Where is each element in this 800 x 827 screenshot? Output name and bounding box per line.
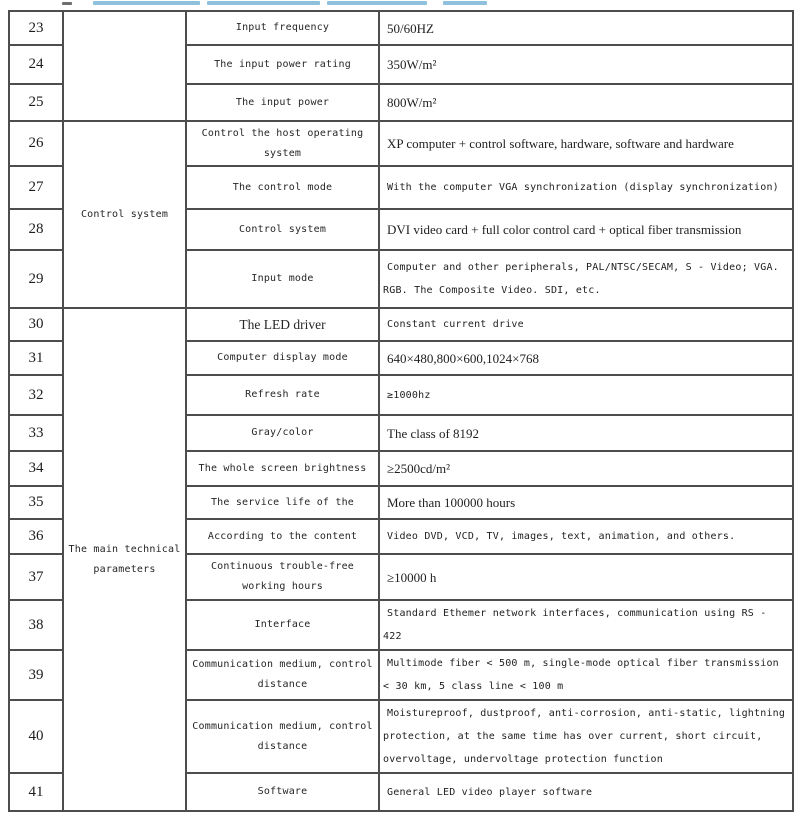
row-number-cell: 30 (9, 308, 63, 341)
value-cell: 800W/m² (379, 84, 793, 121)
parameter-cell: Input mode (186, 250, 379, 308)
parameter-cell: Computer display mode (186, 341, 379, 375)
parameter-cell: The input power rating (186, 45, 379, 84)
value-cell: Constant current drive (379, 308, 793, 341)
row-number-cell: 26 (9, 121, 63, 166)
row-number-cell: 39 (9, 650, 63, 700)
parameter-cell: Gray/color (186, 415, 379, 451)
row-number-cell: 28 (9, 209, 63, 250)
group-cell: The main technical parameters (63, 308, 186, 811)
text-fragment (327, 1, 427, 5)
parameter-cell: Communication medium, control distance (186, 700, 379, 773)
value-cell: Computer and other peripherals, PAL/NTSC/SECAM, S - Video; VGA. RGB. The Composite Video. SDI, etc. (379, 250, 793, 308)
table-row (9, 308, 793, 341)
table-body (9, 11, 793, 811)
parameter-cell: The service life of the (186, 486, 379, 519)
row-number-cell: 35 (9, 486, 63, 519)
value-cell: The class of 8192 (379, 415, 793, 451)
row-number-cell: 40 (9, 700, 63, 773)
row-number-cell: 25 (9, 84, 63, 121)
value-cell: More than 100000 hours (379, 486, 793, 519)
parameter-cell: Continuous trouble-free working hours (186, 554, 379, 600)
text-fragment (93, 1, 200, 5)
value-cell: DVI video card + full color control card + optical fiber transmission (379, 209, 793, 250)
text-fragment (443, 1, 487, 5)
parameter-cell: Input frequency (186, 11, 379, 45)
parameter-cell: According to the content (186, 519, 379, 554)
value-cell: ≥10000 h (379, 554, 793, 600)
value-cell: With the computer VGA synchronization (display synchronization) (379, 166, 793, 209)
parameter-cell: The input power (186, 84, 379, 121)
value-cell: General LED video player software (379, 773, 793, 811)
parameter-cell: Interface (186, 600, 379, 650)
parameter-cell: The control mode (186, 166, 379, 209)
row-number-cell: 31 (9, 341, 63, 375)
value-cell: 50/60HZ (379, 11, 793, 45)
row-number-cell: 37 (9, 554, 63, 600)
technical-parameters-table (8, 10, 794, 812)
group-cell (63, 11, 186, 121)
parameter-cell: Communication medium, control distance (186, 650, 379, 700)
row-number-cell: 38 (9, 600, 63, 650)
value-cell: Video DVD, VCD, TV, images, text, animation, and others. (379, 519, 793, 554)
group-cell: Control system (63, 121, 186, 308)
value-cell: Moistureproof, dustproof, anti-corrosion, anti-static, lightning protection, at the same time has over current, short circuit, overvoltage, undervoltage protection function (379, 700, 793, 773)
row-number-cell: 24 (9, 45, 63, 84)
parameter-cell: Software (186, 773, 379, 811)
value-cell: Multimode fiber < 500 m, single-mode optical fiber transmission < 30 km, 5 class line < 100 m (379, 650, 793, 700)
value-cell: 350W/m² (379, 45, 793, 84)
parameter-cell: The LED driver (186, 308, 379, 341)
value-cell: Standard Ethemer network interfaces, communication using RS - 422 (379, 600, 793, 650)
row-number-cell: 23 (9, 11, 63, 45)
value-cell: XP computer + control software, hardware, software and hardware (379, 121, 793, 166)
table-row (9, 11, 793, 45)
clipped-text-remnant (0, 0, 800, 7)
text-fragment (207, 1, 320, 5)
table-row (9, 121, 793, 166)
row-number-cell: 33 (9, 415, 63, 451)
row-number-cell: 41 (9, 773, 63, 811)
text-fragment (62, 2, 72, 5)
row-number-cell: 27 (9, 166, 63, 209)
value-cell: ≥2500cd/m² (379, 451, 793, 486)
parameter-cell: The whole screen brightness (186, 451, 379, 486)
parameter-cell: Control the host operating system (186, 121, 379, 166)
row-number-cell: 34 (9, 451, 63, 486)
value-cell: ≥1000hz (379, 375, 793, 415)
row-number-cell: 36 (9, 519, 63, 554)
row-number-cell: 32 (9, 375, 63, 415)
value-cell: 640×480,800×600,1024×768 (379, 341, 793, 375)
parameter-cell: Control system (186, 209, 379, 250)
row-number-cell: 29 (9, 250, 63, 308)
parameter-cell: Refresh rate (186, 375, 379, 415)
